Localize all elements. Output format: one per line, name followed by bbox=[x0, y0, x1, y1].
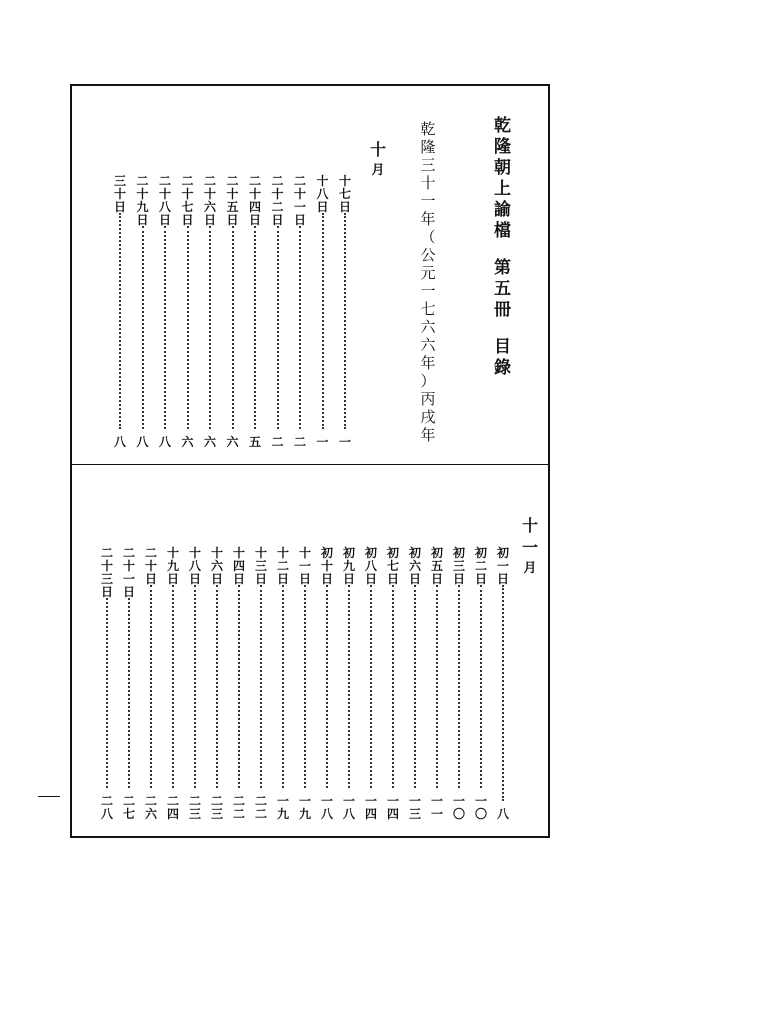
november-dot-leader bbox=[414, 585, 416, 788]
november-entry-day: 初 二 日 bbox=[474, 546, 487, 586]
title-section: 目 錄 bbox=[494, 337, 511, 378]
november-dot-leader bbox=[304, 585, 306, 788]
november-entry-page: 一 三 bbox=[408, 794, 421, 821]
october-entry bbox=[271, 172, 285, 449]
november-entry-page: 一 〇 bbox=[474, 794, 487, 821]
october-entry-page: 一 bbox=[338, 435, 351, 449]
november-entry-day: 初 六 日 bbox=[408, 546, 421, 586]
era-heading bbox=[420, 122, 436, 446]
november-entry-day: 初 十 日 bbox=[320, 546, 333, 586]
november-entry-page: 二 三 bbox=[210, 794, 223, 821]
october-entry bbox=[158, 172, 172, 449]
october-entry-page: 五 bbox=[248, 435, 261, 449]
november-entry-page: 二 四 bbox=[166, 794, 179, 821]
november-entry bbox=[364, 544, 378, 821]
november-entry-page: 二 三 bbox=[188, 794, 201, 821]
title-volume: 第 五 冊 bbox=[494, 258, 511, 320]
november-entry-page: 一 九 bbox=[298, 794, 311, 821]
november-dot-leader bbox=[194, 585, 196, 788]
november-entry bbox=[496, 544, 510, 821]
november-entry bbox=[408, 544, 422, 821]
october-dot-leader bbox=[164, 226, 166, 429]
november-entry-day: 十 二 日 bbox=[276, 546, 289, 586]
november-dot-leader bbox=[458, 585, 460, 788]
november-entry bbox=[188, 544, 202, 821]
october-entry bbox=[203, 172, 217, 449]
october-entry bbox=[293, 172, 307, 449]
november-entry-page: 一 八 bbox=[342, 794, 355, 821]
november-entry-page: 一 四 bbox=[364, 794, 377, 821]
november-entry-page: 一 〇 bbox=[452, 794, 465, 821]
november-entry bbox=[474, 544, 488, 821]
october-dot-leader bbox=[187, 226, 189, 429]
november-dot-leader bbox=[348, 585, 350, 788]
november-dot-leader bbox=[370, 585, 372, 788]
october-entry-page: 八 bbox=[158, 435, 171, 449]
november-entry bbox=[254, 544, 268, 821]
november-dot-leader bbox=[106, 598, 108, 788]
november-entry-day: 初 七 日 bbox=[386, 546, 399, 586]
november-entry bbox=[298, 544, 312, 821]
october-entry-day: 三 十 日 bbox=[113, 174, 126, 214]
november-entry bbox=[430, 544, 444, 821]
november-entry-day: 十 三 日 bbox=[254, 546, 267, 586]
october-heading bbox=[370, 142, 386, 182]
november-entry-day: 十 九 日 bbox=[166, 546, 179, 586]
november-entry bbox=[276, 544, 290, 821]
november-entry bbox=[144, 544, 158, 821]
november-entry-page: 一 八 bbox=[320, 794, 333, 821]
november-entry-day: 二 十 日 bbox=[144, 546, 157, 586]
october-entry-day: 二 十 二 日 bbox=[271, 174, 284, 227]
november-entry-day: 十 八 日 bbox=[188, 546, 201, 586]
november-entry-day: 二 十 一 日 bbox=[122, 546, 135, 599]
november-dot-leader bbox=[216, 585, 218, 788]
november-entry bbox=[166, 544, 180, 821]
october-entry-day: 二 十 八 日 bbox=[158, 174, 171, 227]
november-entry-page: 二 二 bbox=[254, 794, 267, 821]
era-text: 乾 隆 三 十 一 年 （ 公 元 一 七 六 六 年 ） 丙 戌 年 bbox=[420, 120, 436, 444]
november-entry-day: 十 一 日 bbox=[298, 546, 311, 586]
november-entry bbox=[452, 544, 466, 821]
november-entry-page: 二 八 bbox=[100, 794, 113, 821]
november-dot-leader bbox=[150, 585, 152, 788]
november-entry-page: 八 bbox=[496, 807, 509, 821]
november-entry-page: 一 四 bbox=[386, 794, 399, 821]
november-entry-day: 十 六 日 bbox=[210, 546, 223, 586]
october-entry bbox=[338, 172, 352, 449]
october-dot-leader bbox=[254, 226, 256, 429]
november-dot-leader bbox=[282, 585, 284, 788]
november-entry-page: 一 九 bbox=[276, 794, 289, 821]
november-entry-page: 一 一 bbox=[430, 794, 443, 821]
november-entry-day: 二 十 三 日 bbox=[100, 546, 113, 599]
october-entry-day: 二 十 四 日 bbox=[248, 174, 261, 227]
october-entry bbox=[113, 172, 127, 449]
october-dot-leader bbox=[277, 226, 279, 429]
november-entry-page: 二 二 bbox=[232, 794, 245, 821]
november-dot-leader bbox=[326, 585, 328, 788]
october-entry-page: 一 bbox=[316, 435, 329, 449]
november-entry-day: 初 九 日 bbox=[342, 546, 355, 586]
october-entry-page: 八 bbox=[136, 435, 149, 449]
november-entry-day: 初 八 日 bbox=[364, 546, 377, 586]
october-entry bbox=[226, 172, 240, 449]
october-entry bbox=[248, 172, 262, 449]
october-entry bbox=[316, 172, 330, 449]
november-entry-day: 初 五 日 bbox=[430, 546, 443, 586]
october-dot-leader bbox=[299, 226, 301, 429]
november-entry bbox=[210, 544, 224, 821]
october-entry-page: 六 bbox=[181, 435, 194, 449]
november-heading bbox=[522, 518, 538, 580]
november-dot-leader bbox=[392, 585, 394, 788]
october-entry bbox=[136, 172, 150, 449]
october-dot-leader bbox=[142, 226, 144, 429]
november-entry bbox=[232, 544, 246, 821]
october-month-label: 十 月 bbox=[370, 140, 387, 178]
november-entry-day: 初 三 日 bbox=[452, 546, 465, 586]
section-divider bbox=[70, 464, 550, 465]
november-dot-leader bbox=[260, 585, 262, 788]
november-entry bbox=[100, 544, 114, 821]
november-dot-leader bbox=[172, 585, 174, 788]
october-entry-day: 二 十 六 日 bbox=[203, 174, 216, 227]
october-dot-leader bbox=[119, 213, 121, 429]
november-entry-day: 初 一 日 bbox=[496, 546, 509, 586]
november-entry bbox=[386, 544, 400, 821]
november-dot-leader bbox=[128, 598, 130, 788]
october-entry-page: 二 bbox=[271, 435, 284, 449]
october-entry-page: 二 bbox=[293, 435, 306, 449]
october-entry-day: 二 十 七 日 bbox=[181, 174, 194, 227]
october-dot-leader bbox=[322, 213, 324, 429]
october-entry-page: 六 bbox=[203, 435, 216, 449]
title-main: 乾 隆 朝 上 諭 檔 bbox=[494, 116, 511, 241]
document-title bbox=[494, 118, 510, 381]
november-entry-day: 十 四 日 bbox=[232, 546, 245, 586]
november-dot-leader bbox=[502, 585, 504, 801]
october-dot-leader bbox=[344, 213, 346, 429]
october-entry-day: 十 八 日 bbox=[316, 174, 329, 214]
november-dot-leader bbox=[436, 585, 438, 788]
november-entry bbox=[122, 544, 136, 821]
october-entry-day: 十 七 日 bbox=[338, 174, 351, 214]
november-entry bbox=[342, 544, 356, 821]
margin-mark bbox=[38, 796, 60, 797]
october-entry-day: 二 十 五 日 bbox=[226, 174, 239, 227]
november-month-label: 十 一 月 bbox=[522, 516, 539, 576]
november-entry bbox=[320, 544, 334, 821]
october-entry-day: 二 十 九 日 bbox=[136, 174, 149, 227]
october-entry-page: 六 bbox=[226, 435, 239, 449]
november-dot-leader bbox=[238, 585, 240, 788]
october-entry bbox=[181, 172, 195, 449]
october-dot-leader bbox=[209, 226, 211, 429]
november-dot-leader bbox=[480, 585, 482, 788]
october-entry-page: 八 bbox=[113, 435, 126, 449]
november-entry-page: 二 六 bbox=[144, 794, 157, 821]
october-entry-day: 二 十 一 日 bbox=[293, 174, 306, 227]
october-dot-leader bbox=[232, 226, 234, 429]
november-entry-page: 二 七 bbox=[122, 794, 135, 821]
